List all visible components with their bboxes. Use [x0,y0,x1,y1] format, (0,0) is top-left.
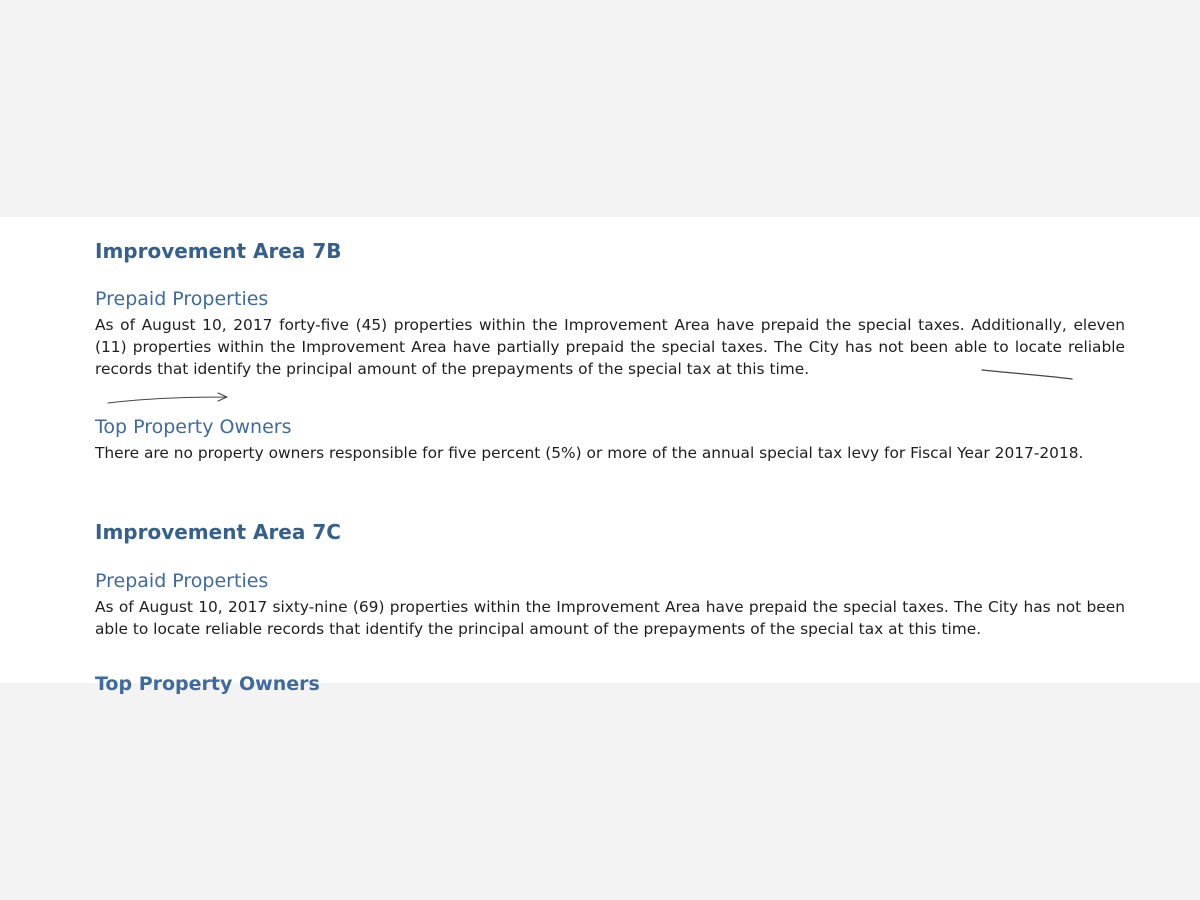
area-7c-prepaid-paragraph: As of August 10, 2017 sixty-nine (69) properties within the Improvement Area have prepaid the special taxes. The City has not been able to locate reliable records that identify the principal amount of the prepayments of the special tax at this time. [95,598,1125,638]
area-7c-heading: Improvement Area 7C [95,520,341,544]
area-7b-prepaid-heading: Prepaid Properties [95,288,269,310]
area-7b-owners-paragraph: There are no property owners responsible for five percent (5%) or more of the annual special tax levy for Fiscal Year 2017-2018. [95,444,1084,462]
pen-arrow-left [108,393,227,403]
area-7b-prepaid-paragraph: As of August 10, 2017 forty-five (45) properties within the Improvement Area have prepaid the special taxes. Additionally, eleven (11) properties within the Improvement Area have partially prepaid the special taxes. The City has not been able to locate reliable records that identify the principal amount of the prepayments of the special tax at this time. [95,316,1125,378]
area-7b-heading: Improvement Area 7B [95,239,342,263]
document-excerpt [0,217,1200,695]
area-7b-owners-heading: Top Property Owners [95,416,292,438]
area-7c-owners-heading: Top Property Owners [95,673,320,695]
area-7c-prepaid-heading: Prepaid Properties [95,570,269,592]
